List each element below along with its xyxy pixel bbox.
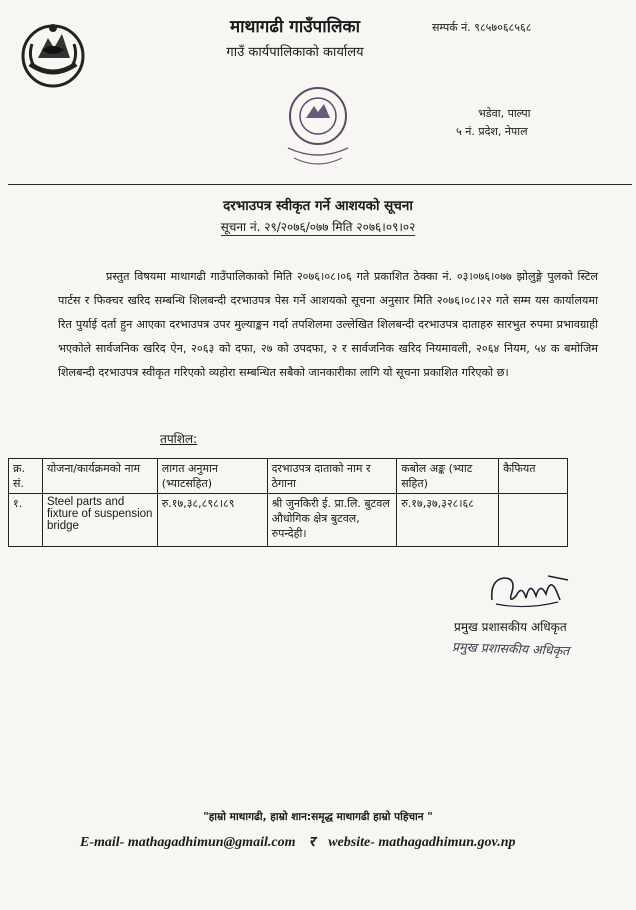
- table-row: [9, 494, 568, 547]
- header-bid-amount: कबोल अङ्क (भ्याट सहित): [397, 459, 499, 494]
- cell-bid-amount: रु.१७,३७,३२८।६८: [397, 494, 499, 547]
- notice-reference-text: सूचना नं. २९/२०७६/०७७ मिति २०७६।०९।०२: [220, 220, 416, 234]
- cell-estimate: रु.१७,३८,८९८।८९: [157, 494, 267, 547]
- cell-serial: १.: [9, 494, 43, 547]
- footer-email: E-mail- mathagadhimun@gmail.com: [80, 835, 296, 850]
- officer-stamp: प्रमुख प्रशासकीय अधिकृत: [451, 638, 570, 659]
- cell-project: Steel parts and fixture of suspension bridge: [42, 494, 157, 547]
- cell-remarks: [499, 494, 568, 547]
- header-project: योजना/कार्यक्रमको नाम: [42, 459, 157, 494]
- footer-website: website- mathagadhimun.gov.np: [328, 835, 516, 850]
- cell-bidder: श्री जुनकिरी ई. प्रा.लि. बुटवल औधोगिक क्षेत्र बुटवल, रुपन्देही।: [267, 494, 397, 547]
- bid-table: [8, 458, 568, 547]
- office-subtitle: गाउँ कार्यपालिकाको कार्यालय: [226, 45, 364, 60]
- notice-body: प्रस्तुत विषयमा माथागढी गाउँपालिकाको मिति २०७६।०८।०६ गते प्रकाशित ठेक्का नं. ०३।०७६।०७७ झोलुङ्गे पुलको स्टिल पार्टस र फिक्चर खरिद सम्बन्धि शिलबन्दी दरभाउपत्र पेस गर्ने आशयको सूचना अनुसार मिति २०७६।०८।२२ गते सम्म यस कार्यालयमा रित पुर्याई दर्ता हुन आएका दरभाउपत्र उपर मुल्याङ्कन गर्दा तपशिलमा उल्लेखित शिलबन्दी दरभाउपत्र दाताहरु सारभुत रुपमा प्रभावग्राही भएकोले सार्वजनिक खरिद ऐन, २०६३ को दफा, २७ को उपदफा, २ र सार्वजनिक खरिद नियमावली, २०६४ नियम, ५४ क बमोजिम शिलबन्दी दरभाउपत्र स्वीकृत गरिएको व्यहोरा सम्बन्धित सबैको जानकारीका लागि यो सूचना प्रकाशित गरिएको छ।: [58, 270, 598, 379]
- header-divider: [8, 184, 632, 185]
- header-estimate: लागत अनुमान (भ्याटसहित): [157, 459, 267, 494]
- header-remarks: कैफियत: [499, 459, 568, 494]
- handwritten-signature-icon: [486, 570, 578, 612]
- nepal-emblem-icon: [18, 20, 88, 90]
- address-line-1: भडेवा, पाल्पा: [478, 107, 531, 120]
- notice-title: दरभाउपत्र स्वीकृत गर्ने आशयको सूचना: [223, 198, 413, 214]
- footer-motto: "हाम्रो माथागढी, हाम्रो शान:समृद्ध माथागढी हाम्रो पहिचान ": [203, 811, 433, 823]
- footer-contacts: [80, 832, 620, 851]
- contact-number: सम्पर्क नं. ९८५७०६८५६८: [432, 21, 532, 34]
- footer-separator: र: [308, 835, 315, 850]
- office-name: माथागढी गाउँपालिका: [229, 17, 361, 37]
- municipality-seal-icon: [268, 82, 368, 174]
- header-bidder: दरभाउपत्र दाताको नाम र ठेगाना: [267, 459, 397, 494]
- address-line-2: ५ नं. प्रदेश, नेपाल: [456, 125, 528, 138]
- details-label: तपशिल:: [160, 432, 198, 446]
- officer-title: प्रमुख प्रशासकीय अधिकृत: [454, 620, 567, 634]
- notice-reference: [0, 218, 636, 235]
- table-header-row: [9, 459, 568, 494]
- header-serial: क्र. सं.: [9, 459, 43, 494]
